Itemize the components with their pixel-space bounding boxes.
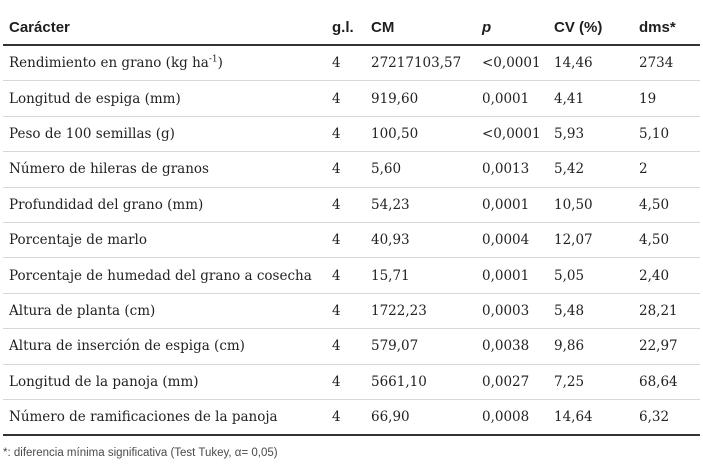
cm-cell: 27217103,57 [371, 45, 482, 81]
p-value-cell: 0,0003 [482, 293, 554, 328]
gl-cell: 4 [332, 364, 371, 399]
gl-cell: 4 [332, 222, 371, 257]
cm-cell: 54,23 [371, 187, 482, 222]
trait-cell: Longitud de la panoja (mm) [3, 364, 332, 399]
trait-suffix: ) [217, 55, 223, 72]
cv-cell: 12,07 [554, 222, 639, 257]
table-row [3, 81, 700, 116]
cm-cell: 15,71 [371, 258, 482, 293]
trait-cell: Porcentaje de humedad del grano a cosecha [3, 258, 332, 293]
cm-cell: 579,07 [371, 329, 482, 364]
p-value-cell: 0,0004 [482, 222, 554, 257]
trait-cell: Número de ramificaciones de la panoja [3, 399, 332, 435]
anova-table [3, 10, 700, 436]
gl-cell: 4 [332, 116, 371, 151]
p-value-cell: 0,0013 [482, 152, 554, 187]
cv-cell: 9,86 [554, 329, 639, 364]
header-gl: g.l. [332, 10, 371, 45]
gl-cell: 4 [332, 152, 371, 187]
trait-cell [3, 45, 332, 81]
table-row [3, 45, 700, 81]
gl-cell: 4 [332, 45, 371, 81]
header-dms: dms* [639, 10, 700, 45]
cv-cell: 14,64 [554, 399, 639, 435]
trait-cell: Porcentaje de marlo [3, 222, 332, 257]
header-character: Carácter [3, 10, 332, 45]
cv-cell: 5,93 [554, 116, 639, 151]
table-row [3, 187, 700, 222]
cv-cell: 4,41 [554, 81, 639, 116]
gl-cell: 4 [332, 293, 371, 328]
cv-cell: 10,50 [554, 187, 639, 222]
dms-cell: 4,50 [639, 222, 700, 257]
table-row [3, 116, 700, 151]
p-value-cell: 0,0001 [482, 258, 554, 293]
cv-cell: 7,25 [554, 364, 639, 399]
cm-cell: 66,90 [371, 399, 482, 435]
p-value-cell: 0,0001 [482, 81, 554, 116]
p-value-cell: 0,0001 [482, 187, 554, 222]
cv-cell: 5,48 [554, 293, 639, 328]
p-value-cell: <0,0001 [482, 45, 554, 81]
unit-exponent: -1 [208, 54, 218, 65]
cm-cell: 5,60 [371, 152, 482, 187]
table-row [3, 152, 700, 187]
trait-cell: Profundidad del grano (mm) [3, 187, 332, 222]
table-row [3, 399, 700, 435]
cv-cell: 14,46 [554, 45, 639, 81]
anova-table-container [3, 10, 700, 436]
table-row [3, 258, 700, 293]
header-cv: CV (%) [554, 10, 639, 45]
dms-cell: 2734 [639, 45, 700, 81]
cv-cell: 5,05 [554, 258, 639, 293]
table-row [3, 329, 700, 364]
p-value-cell: 0,0008 [482, 399, 554, 435]
p-value-cell: 0,0027 [482, 364, 554, 399]
dms-cell: 22,97 [639, 329, 700, 364]
table-body [3, 45, 700, 435]
dms-cell: 4,50 [639, 187, 700, 222]
gl-cell: 4 [332, 329, 371, 364]
cv-cell: 5,42 [554, 152, 639, 187]
dms-cell: 6,32 [639, 399, 700, 435]
gl-cell: 4 [332, 399, 371, 435]
cm-cell: 5661,10 [371, 364, 482, 399]
cm-cell: 1722,23 [371, 293, 482, 328]
p-value-cell: 0,0038 [482, 329, 554, 364]
dms-cell: 2 [639, 152, 700, 187]
trait-cell: Altura de planta (cm) [3, 293, 332, 328]
header-cm: CM [371, 10, 482, 45]
table-row [3, 222, 700, 257]
dms-cell: 28,21 [639, 293, 700, 328]
table-row [3, 364, 700, 399]
p-value-cell: <0,0001 [482, 116, 554, 151]
table-footnote: *: diferencia mínima significativa (Test Tukey, α= 0,05) [3, 447, 278, 459]
cm-cell: 100,50 [371, 116, 482, 151]
trait-cell: Número de hileras de granos [3, 152, 332, 187]
trait-text: Rendimiento en grano (kg ha [9, 55, 209, 72]
header-p: p [482, 10, 554, 45]
gl-cell: 4 [332, 187, 371, 222]
gl-cell: 4 [332, 81, 371, 116]
gl-cell: 4 [332, 258, 371, 293]
trait-cell: Peso de 100 semillas (g) [3, 116, 332, 151]
dms-cell: 2,40 [639, 258, 700, 293]
cm-cell: 919,60 [371, 81, 482, 116]
dms-cell: 68,64 [639, 364, 700, 399]
table-header-row [3, 10, 700, 45]
trait-cell: Longitud de espiga (mm) [3, 81, 332, 116]
table-row [3, 293, 700, 328]
trait-cell: Altura de inserción de espiga (cm) [3, 329, 332, 364]
dms-cell: 19 [639, 81, 700, 116]
dms-cell: 5,10 [639, 116, 700, 151]
cm-cell: 40,93 [371, 222, 482, 257]
